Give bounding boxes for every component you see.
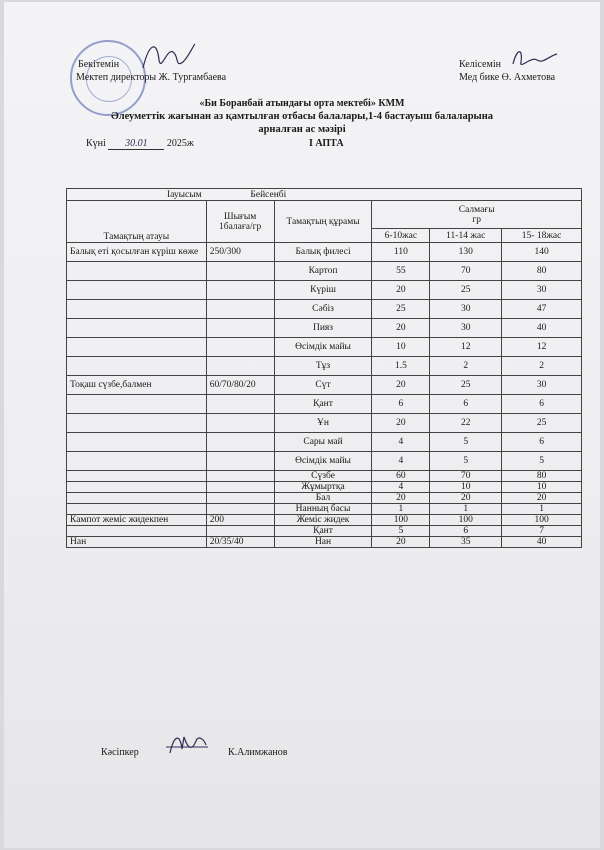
director-line: Мектеп директоры Ж. Тургамбаева [76,72,227,83]
table-row [67,319,582,338]
ingredient-cell: Ұн [274,414,372,433]
weight-11-14-cell: 12 [430,338,502,357]
output-cell: 250/300 [206,243,274,262]
table-row [67,493,582,504]
shift-cell [67,189,582,201]
weight-15-18-cell: 30 [502,376,582,395]
output-cell [206,319,274,338]
ingredient-cell: Сүт [274,376,372,395]
weight-15-18-cell: 7 [502,526,582,537]
output-cell [206,482,274,493]
table-row [67,376,582,395]
weight-11-14-cell: 6 [430,526,502,537]
weight-15-18-cell: 2 [502,357,582,376]
nurse-line: Мед бике Ө. Ахметова [459,72,556,83]
weight-6-10-cell: 4 [372,433,430,452]
output-cell [206,452,274,471]
weight-15-18-cell: 12 [502,338,582,357]
shift-row [67,189,582,201]
week-label: І АПТА [309,138,344,149]
dish-name-cell [67,482,207,493]
ingredient-cell: Жұмыртқа [274,482,372,493]
weight-15-18-cell: 80 [502,471,582,482]
dish-name-cell [67,452,207,471]
entrepreneur-name: К.Алимжанов [228,747,288,758]
weight-11-14-cell: 5 [430,452,502,471]
weight-15-18-cell: 100 [502,515,582,526]
weight-6-10-cell: 20 [372,376,430,395]
ingredient-cell: Сары май [274,433,372,452]
weight-6-10-cell: 20 [372,414,430,433]
dish-name-cell: Кампот жеміс жидекпен [67,515,207,526]
weight-15-18-cell: 140 [502,243,582,262]
ingredient-cell: Картоп [274,262,372,281]
table-row [67,338,582,357]
table-row [67,414,582,433]
school-title: «Би Боранбай атындағы орта мектебі» КММ [199,98,405,109]
entrepreneur-signature [164,729,210,761]
weight-label: Салмағы [458,204,495,215]
weight-11-14-cell: 20 [430,493,502,504]
output-cell [206,414,274,433]
age-header-3: 15- 18жас [502,229,582,243]
ingredient-cell: Өсімдік майы [274,338,372,357]
weight-11-14-cell: 130 [430,243,502,262]
output-cell [206,300,274,319]
dish-name-cell [67,357,207,376]
weight-11-14-cell: 1 [430,504,502,515]
weight-15-18-cell: 30 [502,281,582,300]
dish-name-cell [67,262,207,281]
col-header-name: Тамақтың атауы [67,201,207,243]
entrepreneur-label: Кәсіпкер [101,747,139,758]
dish-name-cell: Нан [67,537,207,548]
ingredient-cell: Бал [274,493,372,504]
weight-11-14-cell: 10 [430,482,502,493]
weight-6-10-cell: 20 [372,281,430,300]
weight-6-10-cell: 1 [372,504,430,515]
weight-6-10-cell: 20 [372,493,430,504]
weight-15-18-cell: 1 [502,504,582,515]
dish-name-cell: Тоқаш сүзбе,балмен [67,376,207,395]
weight-11-14-cell: 6 [430,395,502,414]
output-cell: 200 [206,515,274,526]
menu-subtitle-line2: арналған ас мәзірі [258,124,346,135]
output-cell [206,526,274,537]
nurse-signature [509,44,561,74]
ingredient-cell: Күріш [274,281,372,300]
weight-11-14-cell: 25 [430,281,502,300]
table-row [67,471,582,482]
table-row [67,395,582,414]
ingredient-cell: Қант [274,526,372,537]
ingredient-cell: Балық филесі [274,243,372,262]
weight-6-10-cell: 4 [372,482,430,493]
dish-name-cell [67,504,207,515]
dish-name-cell [67,338,207,357]
dish-name-cell [67,526,207,537]
table-row [67,452,582,471]
output-cell [206,504,274,515]
weight-11-14-cell: 70 [430,471,502,482]
ingredient-cell: Сәбіз [274,300,372,319]
weight-15-18-cell: 47 [502,300,582,319]
weight-6-10-cell: 20 [372,537,430,548]
header-row-1 [67,201,582,229]
weight-6-10-cell: 55 [372,262,430,281]
date-line [86,138,194,150]
director-signature [139,38,199,78]
output-cell [206,433,274,452]
output-cell [206,357,274,376]
approve-right-label: Келісемін [459,59,501,70]
ingredient-cell: Нанның басы [274,504,372,515]
ingredient-cell: Қант [274,395,372,414]
ingredient-cell: Жеміс жидек [274,515,372,526]
menu-subtitle-line1: Әлеуметтік жағынан аз қамтылған отбасы балалары,1-4 бастауыш балаларына [110,111,494,122]
dish-name-cell [67,414,207,433]
col-header-weight [372,201,582,229]
menu-table-wrap [66,188,582,548]
table-row [67,537,582,548]
table-row [67,482,582,493]
date-value: 30.01 [108,138,164,150]
ingredient-cell: Пияз [274,319,372,338]
weight-11-14-cell: 25 [430,376,502,395]
col-header-output: Шығым 1балаға/гр [206,201,274,243]
weight-6-10-cell: 60 [372,471,430,482]
age-header-2: 11-14 жас [430,229,502,243]
weight-11-14-cell: 100 [430,515,502,526]
table-row [67,281,582,300]
weight-15-18-cell: 6 [502,395,582,414]
weight-11-14-cell: 30 [430,300,502,319]
ingredient-cell: Сүзбе [274,471,372,482]
output-cell: 60/70/80/20 [206,376,274,395]
dish-name-cell [67,319,207,338]
ingredient-cell: Өсімдік майы [274,452,372,471]
output-cell [206,262,274,281]
weight-6-10-cell: 20 [372,319,430,338]
weight-6-10-cell: 4 [372,452,430,471]
table-row [67,515,582,526]
output-cell [206,493,274,504]
weight-11-14-cell: 2 [430,357,502,376]
dish-name-cell [67,471,207,482]
document-page [4,2,600,848]
output-cell: 20/35/40 [206,537,274,548]
dish-name-cell [67,493,207,504]
table-row [67,504,582,515]
weight-15-18-cell: 40 [502,319,582,338]
weight-15-18-cell: 40 [502,537,582,548]
dish-name-cell [67,300,207,319]
weight-11-14-cell: 30 [430,319,502,338]
table-row [67,357,582,376]
table-row [67,300,582,319]
weight-11-14-cell: 22 [430,414,502,433]
weight-15-18-cell: 5 [502,452,582,471]
table-row [67,433,582,452]
table-row [67,243,582,262]
output-cell [206,471,274,482]
dish-name-cell: Балық еті қосылған күріш көже [67,243,207,262]
weight-11-14-cell: 70 [430,262,502,281]
dish-name-cell [67,281,207,300]
menu-table [66,188,582,548]
weight-unit: гр [472,214,482,225]
ingredient-cell: Тұз [274,357,372,376]
weight-15-18-cell: 20 [502,493,582,504]
ingredient-cell: Нан [274,537,372,548]
age-header-1: 6-10жас [372,229,430,243]
approve-left-label: Бекітемін [78,59,120,70]
weight-6-10-cell: 10 [372,338,430,357]
weight-6-10-cell: 110 [372,243,430,262]
dish-name-cell [67,395,207,414]
weight-11-14-cell: 35 [430,537,502,548]
weight-6-10-cell: 25 [372,300,430,319]
dish-name-cell [67,433,207,452]
weight-6-10-cell: 5 [372,526,430,537]
table-row [67,262,582,281]
weight-15-18-cell: 6 [502,433,582,452]
weight-6-10-cell: 1.5 [372,357,430,376]
shift-label: Іауысым [167,189,202,200]
date-year: 2025ж [166,138,194,149]
weight-6-10-cell: 6 [372,395,430,414]
weight-15-18-cell: 10 [502,482,582,493]
weight-6-10-cell: 100 [372,515,430,526]
weight-15-18-cell: 25 [502,414,582,433]
weight-11-14-cell: 5 [430,433,502,452]
col-header-composition: Тамақтың құрамы [274,201,372,243]
day-label: Бейсенбі [250,189,287,200]
output-cell [206,338,274,357]
weight-15-18-cell: 80 [502,262,582,281]
output-cell [206,281,274,300]
date-label: Күні [86,138,106,149]
table-row [67,526,582,537]
output-cell [206,395,274,414]
